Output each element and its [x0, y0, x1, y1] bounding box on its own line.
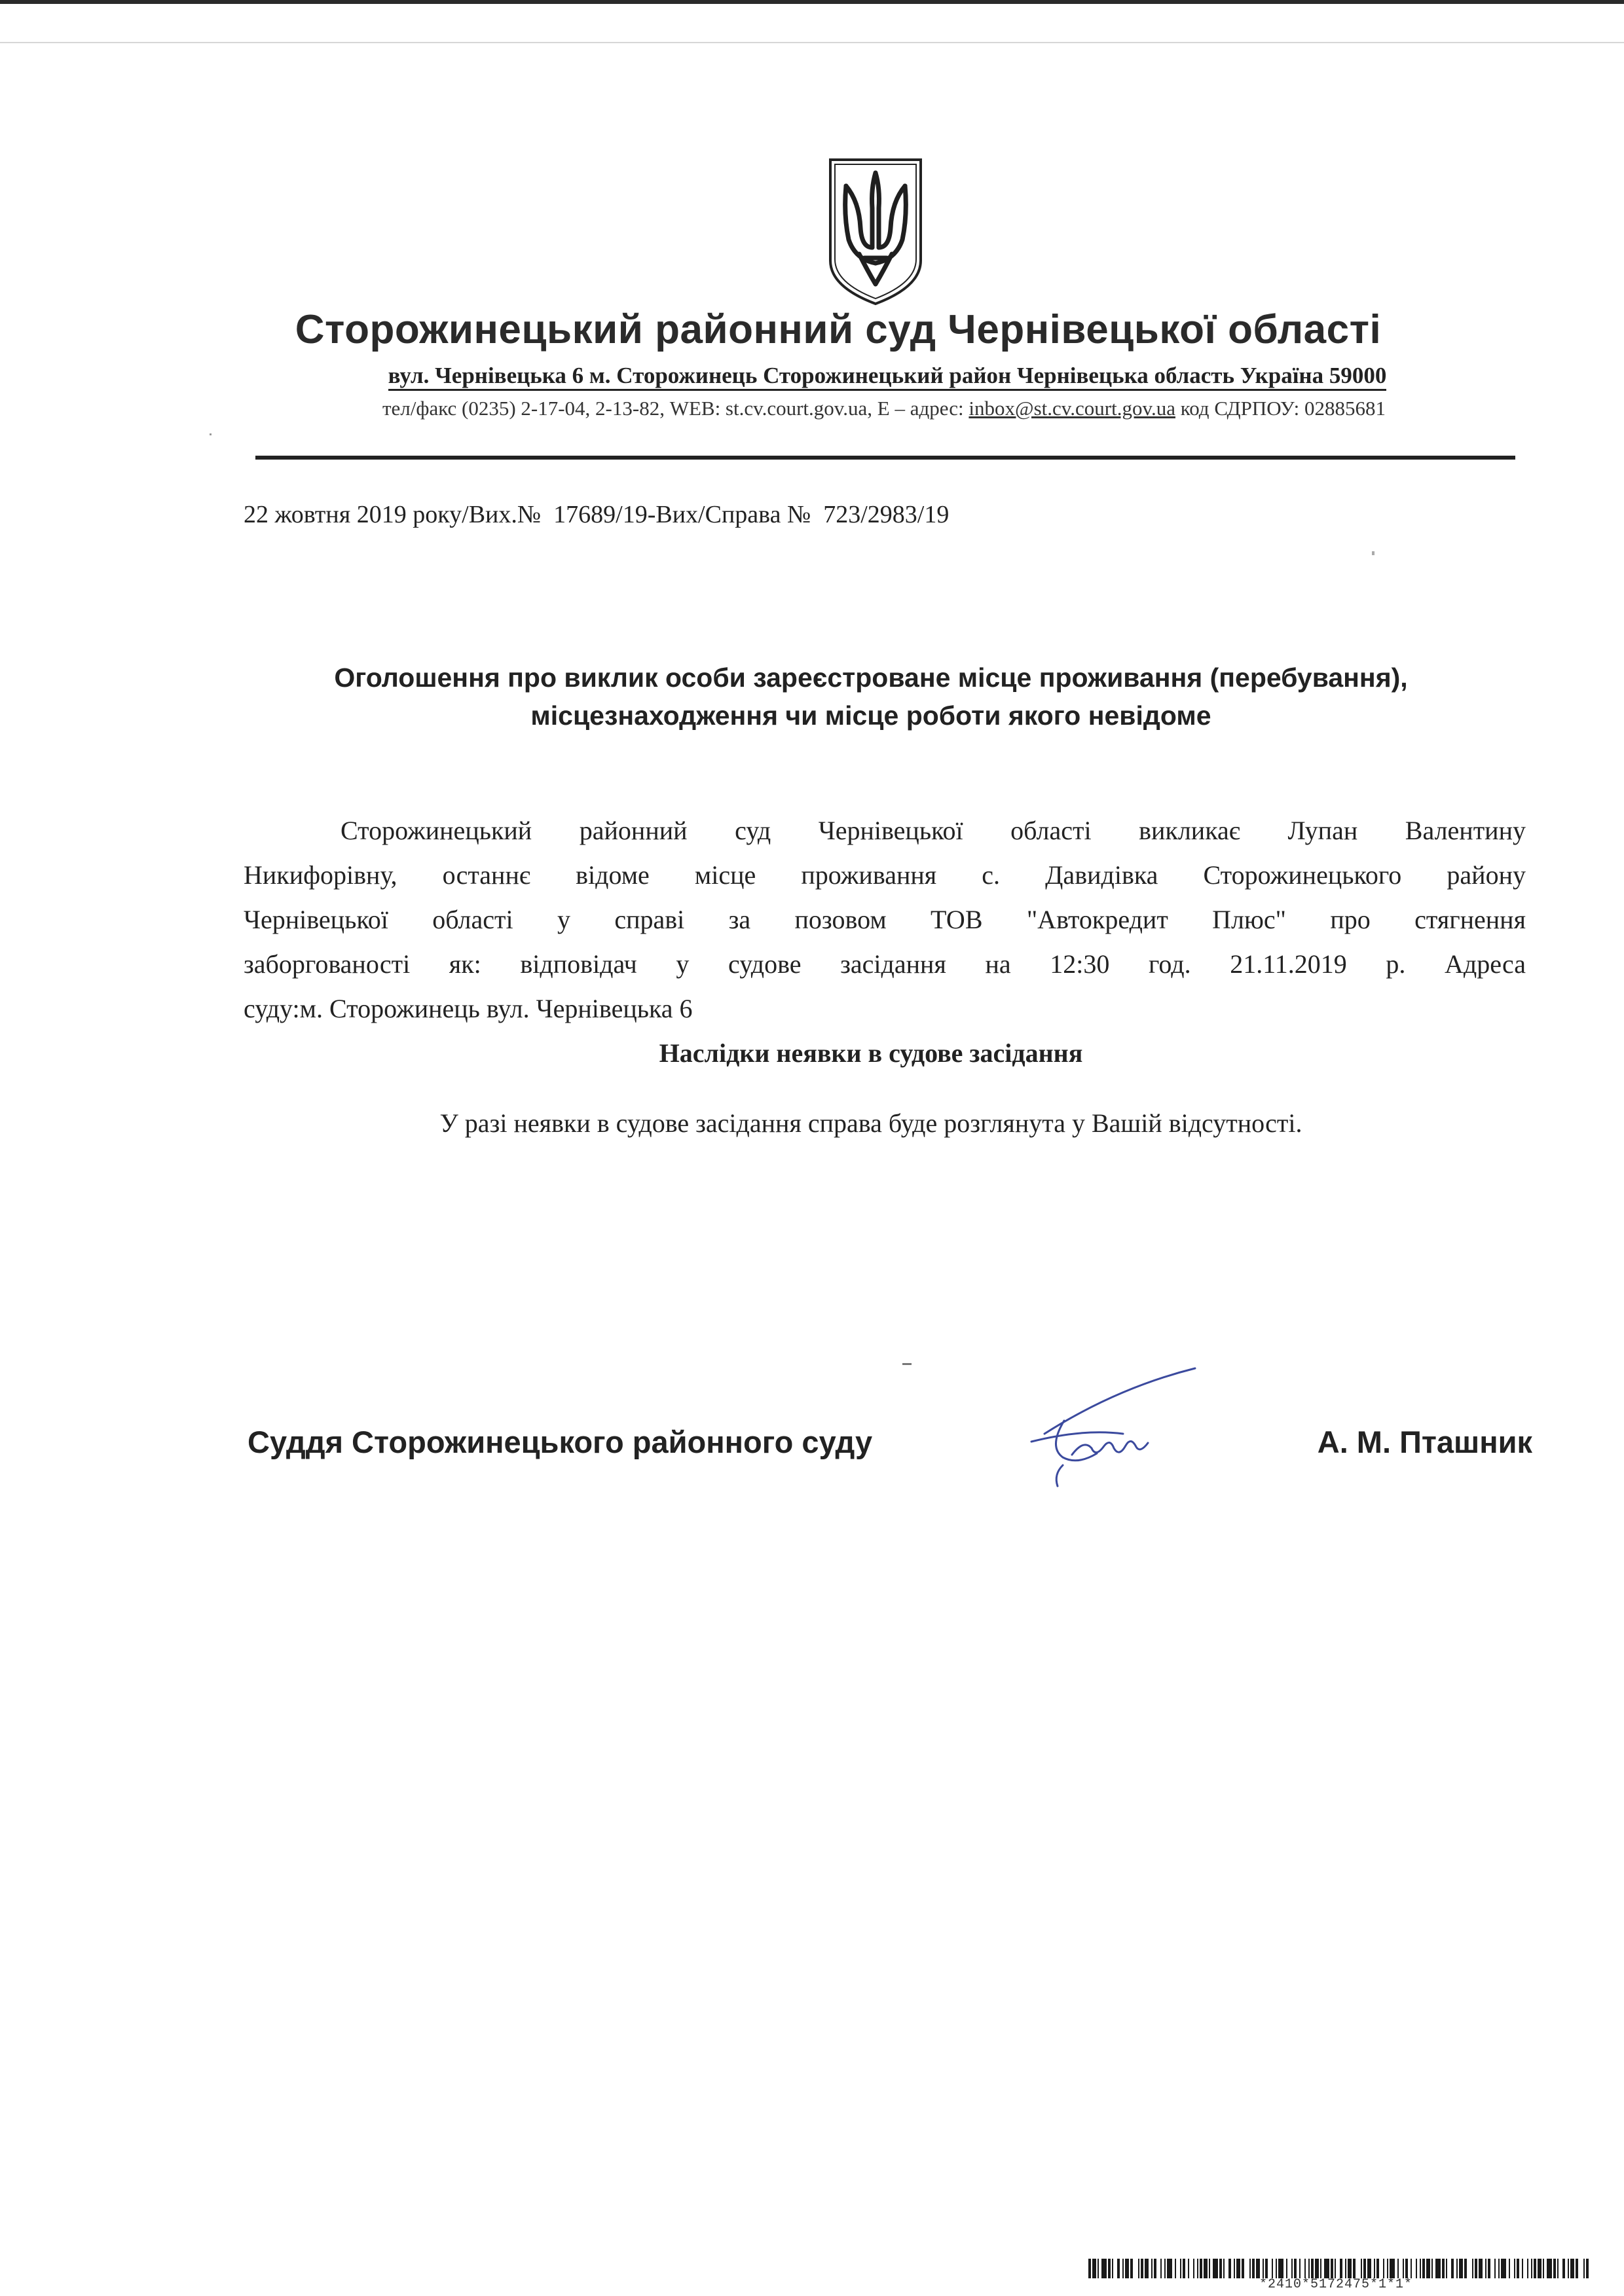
- barcode-bar: [1252, 2259, 1255, 2278]
- barcode-bar: [1193, 2259, 1194, 2278]
- consequence-text: У разі неявки в судове засідання справа буде розглянута у Вашій відсутності.: [439, 1108, 1302, 1138]
- barcode-bar: [1278, 2259, 1283, 2278]
- barcode-bar: [1376, 2259, 1379, 2278]
- barcode-bar: [1416, 2259, 1417, 2278]
- barcode-bar: [1464, 2259, 1467, 2278]
- barcode-bar: [1160, 2259, 1162, 2278]
- barcode-number: *2410*5172475*1*1*: [1259, 2277, 1413, 2292]
- barcode-bar: [1538, 2259, 1541, 2278]
- barcode-bar: [1456, 2259, 1458, 2278]
- barcode-bar: [1522, 2259, 1523, 2278]
- barcode-bar: [1498, 2259, 1500, 2278]
- judge-name: А. М. Пташник: [1317, 1425, 1532, 1459]
- barcode-bar: [1299, 2259, 1301, 2278]
- barcode-bar: [1576, 2259, 1578, 2278]
- barcode-bar: [1586, 2259, 1589, 2278]
- judge-title: Суддя Сторожинецького районного суду: [248, 1425, 873, 1459]
- barcode-bar: [1553, 2259, 1556, 2278]
- barcode-bar: [1547, 2259, 1552, 2278]
- court-contacts: тел/факс (0235) 2-17-04, 2-13-82, WEB: st.cv.court.gov.ua, E – адрес: inbox@st.cv.court.gov.ua код СДРПОУ: 02885681: [382, 397, 1386, 420]
- barcode-bar: [1411, 2259, 1412, 2278]
- barcode-bar: [1543, 2259, 1544, 2278]
- barcode-bar: [1426, 2259, 1430, 2278]
- barcode-bar: [1383, 2259, 1384, 2278]
- barcode-bar: [1475, 2259, 1477, 2278]
- barcode-bar: [1442, 2259, 1445, 2278]
- barcode-bar: [1175, 2259, 1176, 2278]
- barcode-bar: [1117, 2259, 1120, 2278]
- barcode-bar: [1223, 2259, 1225, 2278]
- notice-title: Оголошення про виклик особи зареєстроване місце проживання (перебування), місцезнаходження чи місце роботи якого невідоме: [334, 663, 1408, 731]
- barcode-bar: [1145, 2259, 1149, 2278]
- scan-speck: [1372, 551, 1375, 555]
- barcode-bar: [1403, 2259, 1404, 2278]
- barcode-bar: [1112, 2259, 1113, 2278]
- barcode-bar: [1164, 2259, 1166, 2278]
- barcode-bar: [1509, 2259, 1510, 2278]
- barcode-bar: [1209, 2259, 1210, 2278]
- barcode-bar: [1451, 2259, 1454, 2278]
- barcode-bar: [1340, 2259, 1342, 2278]
- handwritten-signature-icon: [986, 1355, 1221, 1506]
- court-address: вул. Чернівецька 6 м. Сторожинець Сторожинецький район Чернівецька область Україна 59000: [282, 363, 1493, 389]
- barcode-bar: [1367, 2259, 1371, 2278]
- barcode-bar: [1308, 2259, 1310, 2278]
- barcode-bar: [1234, 2259, 1235, 2278]
- barcode-bar: [1228, 2259, 1231, 2278]
- header-divider: [255, 456, 1515, 460]
- barcode-bar: [1108, 2259, 1111, 2278]
- barcode-bar: [1485, 2259, 1486, 2278]
- consequence-heading: Наслідки неявки в судове засідання: [659, 1038, 1083, 1068]
- barcode-bar: [1236, 2259, 1240, 2278]
- barcode-bar: [1088, 2259, 1091, 2278]
- barcode-bar: [1374, 2259, 1375, 2278]
- barcode-bar: [1092, 2259, 1096, 2278]
- barcode-bar: [1568, 2259, 1569, 2278]
- barcode-bar: [1256, 2259, 1260, 2278]
- barcode-bar: [1387, 2259, 1388, 2278]
- email-link[interactable]: inbox@st.cv.court.gov.ua: [969, 397, 1175, 420]
- barcode-bar: [1200, 2259, 1202, 2278]
- scan-speck: [210, 433, 212, 435]
- barcode-bar: [1324, 2259, 1329, 2278]
- barcode-bar: [1363, 2259, 1366, 2278]
- scan-line: [0, 42, 1624, 43]
- barcode-bar: [1286, 2259, 1287, 2278]
- barcode-bar: [1514, 2259, 1515, 2278]
- barcode-icon: [1088, 2259, 1589, 2278]
- barcode-bar: [1583, 2259, 1585, 2278]
- barcode-bar: [1276, 2259, 1277, 2278]
- barcode-bar: [1304, 2259, 1306, 2278]
- barcode-bar: [1291, 2259, 1293, 2278]
- barcode-bar: [1154, 2259, 1156, 2278]
- barcode-bar: [1459, 2259, 1463, 2278]
- barcode-bar: [1405, 2259, 1408, 2278]
- barcode-bar: [1501, 2259, 1506, 2278]
- barcode-bar: [1315, 2259, 1319, 2278]
- barcode-bar: [1361, 2259, 1362, 2278]
- notice-body: Сторожинецький районний суд Чернівецької області викликає Лупан Валентину Никифорівну, останнє відоме місце проживання с. Давидівка Сторожинецького району Чернівецької області у справі за позовом ТОВ "Автокредит Плюс" про стягнення заборгованості як: відповідач у судове засідання на 12:30 год. 21.11.2019 р. Адреса суду:м. Сторожинець вул. Чернівецька 6: [244, 816, 1526, 1023]
- barcode-bar: [1557, 2259, 1559, 2278]
- barcode-bar: [1331, 2259, 1333, 2278]
- barcode-bar: [1446, 2259, 1447, 2278]
- barcode-bar: [1348, 2259, 1352, 2278]
- barcode-bar: [1204, 2259, 1208, 2278]
- barcode-bar: [1488, 2259, 1490, 2278]
- barcode-bar: [1265, 2259, 1268, 2278]
- barcode-bar: [1213, 2259, 1218, 2278]
- barcode-bar: [1197, 2259, 1198, 2278]
- barcode-bar: [1151, 2259, 1153, 2278]
- barcode-bar: [1263, 2259, 1264, 2278]
- barcode-bar: [1122, 2259, 1124, 2278]
- barcode-bar: [1531, 2259, 1532, 2278]
- barcode-bar: [1534, 2259, 1536, 2278]
- barcode-bar: [1472, 2259, 1473, 2278]
- barcode-bar: [1141, 2259, 1143, 2278]
- barcode-bar: [1188, 2259, 1189, 2278]
- reference-line: 22 жовтня 2019 року/Вих.№ 17689/19-Вих/Справа № 723/2983/19: [244, 501, 950, 528]
- barcode-bar: [1435, 2259, 1441, 2278]
- barcode-bar: [1320, 2259, 1321, 2278]
- barcode-bar: [1249, 2259, 1251, 2278]
- barcode-bar: [1562, 2259, 1565, 2278]
- barcode-bar: [1101, 2259, 1107, 2278]
- barcode-bar: [1335, 2259, 1336, 2278]
- barcode-bar: [1397, 2259, 1399, 2278]
- barcode-bar: [1311, 2259, 1314, 2278]
- barcode-bar: [1272, 2259, 1273, 2278]
- ukraine-trident-emblem-icon: [826, 156, 925, 308]
- barcode-bar: [1353, 2259, 1356, 2278]
- court-name: Сторожинецький районний суд Чернівецької області: [295, 307, 1382, 352]
- barcode-bar: [1138, 2259, 1139, 2278]
- barcode-bar: [1517, 2259, 1519, 2278]
- barcode-bar: [1422, 2259, 1425, 2278]
- barcode-bar: [1431, 2259, 1433, 2278]
- barcode-bar: [1183, 2259, 1185, 2278]
- barcode-bar: [1479, 2259, 1483, 2278]
- barcode-bar: [1345, 2259, 1346, 2278]
- barcode-bar: [1494, 2259, 1496, 2278]
- barcode-bar: [1570, 2259, 1574, 2278]
- barcode-bar: [1130, 2259, 1133, 2278]
- barcode-bar: [1527, 2259, 1528, 2278]
- barcode-bar: [1219, 2259, 1222, 2278]
- scan-mark: [902, 1363, 912, 1365]
- barcode-bar: [1180, 2259, 1181, 2278]
- scan-edge: [0, 0, 1624, 4]
- barcode-bar: [1125, 2259, 1129, 2278]
- barcode-bar: [1390, 2259, 1395, 2278]
- barcode-bar: [1420, 2259, 1421, 2278]
- barcode-bar: [1242, 2259, 1244, 2278]
- barcode-bar: [1167, 2259, 1172, 2278]
- barcode-bar: [1098, 2259, 1099, 2278]
- barcode-bar: [1294, 2259, 1297, 2278]
